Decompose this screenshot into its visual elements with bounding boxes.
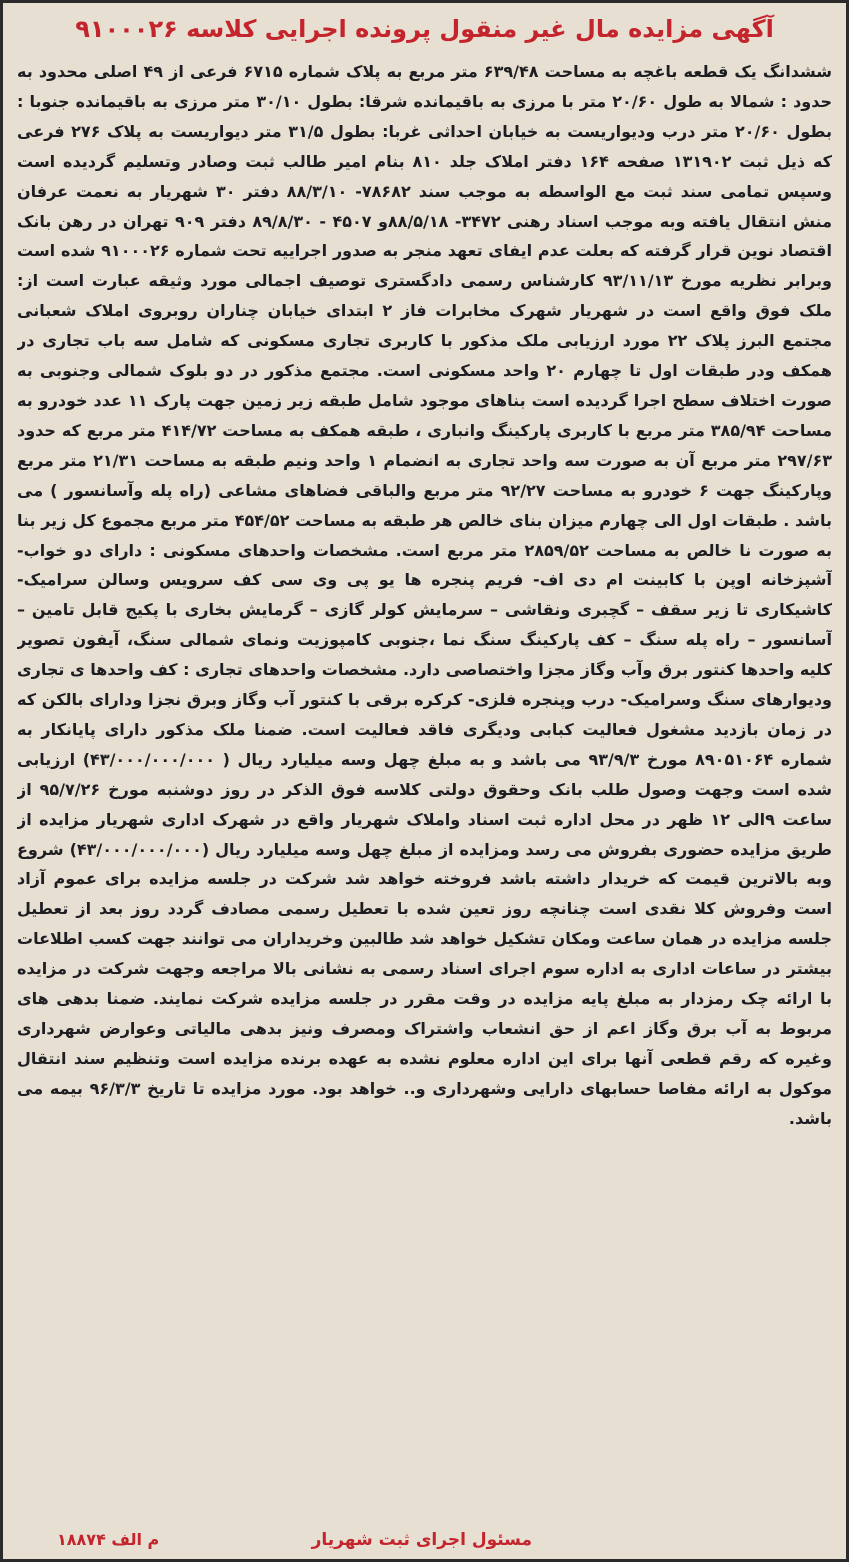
notice-title: آگهی مزایده مال غیر منقول پرونده اجرایی کلاسه ۹۱۰۰۰۲۶ <box>75 15 774 43</box>
notice-body: ششدانگ یک قطعه باغچه به مساحت ۶۳۹/۴۸ متر مربع به پلاک شماره ۶۷۱۵ فرعی از ۴۹ اصلی محدود به حدود : شمالا به طول ۲۰/۶۰ متر با مرزی به باقیمانده شرقا: بطول ۳۰/۱۰ متر مرزی به باقیمانده جنوبا : بطول ۲۰/۶۰ متر درب ودیواریست به خیابان احداثی غربا: بطول ۳۱/۵ متر دیواریست به پلاک ۲۷۶ فرعی که ذیل ثبت ۱۳۱۹۰۲ صفحه ۱۶۴ دفتر املاک جلد ۸۱۰ بنام امیر طالب ثبت وصادر وتسلیم گردیده است وسپس تمامی سند ثبت مع الواسطه به موجب سند ۷۸۶۸۲- ۸۸/۳/۱۰ دفتر ۳۰ شهریار به نعمت عرفان منش انتقال یافته وبه موجب اسناد رهنی ۳۴۷۲- ۸۸/۵/۱۸و ۴۵۰۷ - ۸۹/۸/۳۰ دفتر ۹۰۹ تهران در رهن بانک اقتصاد نوین قرار گرفته که بعلت عدم ایفای تعهد منجر به صدور اجراییه تحت شماره ۹۱۰۰۰۲۶ شده است وبرابر نظریه مورخ ۹۳/۱۱/۱۳ کارشناس رسمی دادگستری توصیف اجمالی مورد وثیقه عبارت است از: ملک فوق واقع است در شهریار شهرک مخابرات فاز ۲ ابتدای خیابان چناران روبروی املاک شعبانی مجتمع البرز پلاک ۲۲ مورد ارزیابی ملک مذکور با کاربری تجاری مسکونی که شامل سه باب تجاری در همکف ودر طبقات اول تا چهارم ۲۰ واحد مسکونی است. مجتمع مذکور در دو بلوک شمالی وجنوبی به صورت اختلاف سطح اجرا گردیده است بناهای موجود شامل طبقه زیر زمین جهت پارک ۱۱ عدد خودرو به مساحت ۳۸۵/۹۴ متر مربع با کاربری پارکینگ وانباری ، طبقه همکف به مساحت ۴۱۴/۷۲ متر مربع که حدود ۲۹۷/۶۳ متر مربع آن به صورت سه واحد تجاری به انضمام ۱ واحد ونیم طبقه به مساحت ۲۱/۳۱ متر مربع وپارکینگ جهت ۶ خودرو به مساحت ۹۲/۲۷ متر مربع والباقی فضاهای مشاعی (راه پله وآسانسور ) می باشد . طبقات اول الی چهارم میزان بنای خالص هر طبقه به مساحت ۴۵۴/۵۲ متر مربع مجموع کل زیر بنا به صورت نا خالص به مساحت ۲۸۵۹/۵۲ متر مربع است. مشخصات واحدهای مسکونی : دارای دو خواب- آشپزخانه اوپن با کابینت ام دی اف- فریم پنجره ها یو پی وی سی کف سرویس وسالن سرامیک- کاشیکاری تا زیر سقف – گچبری ونقاشی – سرمایش کولر گازی – گرمایش بخاری با پکیج قابل تامین – آسانسور – راه پله سنگ – کف پارکینگ سنگ نما ،جنوبی کامپوزیت ونمای شمالی سنگ، آیفون تصویر کلیه واحدها کنتور برق وآب وگاز مجزا واختصاصی دارد. مشخصات واحدهای تجاری : کف واحدها ی تجاری ودیوارهای سنگ وسرامیک- درب وپنجره فلزی- کرکره برقی با کنتور آب وگاز وبرق نجزا ودارای بالکن که در زمان بازدید مشغول فعالیت کبابی ودیگری فاقد فعالیت است. ضمنا ملک مذکور دارای پایانکار به شماره ۸۹۰۵۱۰۶۴ مورخ ۹۳/۹/۳ می باشد و به مبلغ چهل وسه میلیارد ریال ( ۴۳/۰۰۰/۰۰۰/۰۰۰) ارزیابی شده است وجهت وصول طلب بانک وحقوق دولتی کلاسه فوق الذکر در روز دوشنبه مورخ ۹۵/۷/۲۶ از ساعت ۹الی ۱۲ ظهر در محل اداره ثبت اسناد واملاک شهریار واقع در شهرک اداری شهریار مزایده از طریق مزایده حضوری بفروش می رسد ومزایده از مبلغ چهل وسه میلیارد ریال (۴۳/۰۰۰/۰۰۰/۰۰۰) شروع وبه بالاترین قیمت که خریدار داشته باشد فروخته خواهد شد شرکت در جلسه مزایده برای عموم آزاد است وفروش کلا نقدی است چنانچه روز تعین شده با تعطیل رسمی مصادف گردد روز بعد از تعطیل جلسه مزایده در همان ساعت ومکان تشکیل خواهد شد طالبین وخریداران می توانند جهت کسب اطلاعات بیشتر در ساعات اداری به اداره سوم اجرای اسناد رسمی به نشانی بالا مراجعه وجهت شرکت در مزایده با ارائه چک رمزدار به مبلغ پایه مزایده در وقت مقرر در جلسه مزایده شرکت نمایند. ضمنا بدهی های مربوط به آب برق وگاز اعم از حق انشعاب واشتراک ومصرف ونیز بدهی مالیاتی وعوارض شهرداری وغیره که رقم قطعی آنها برای این اداره معلوم نشده به عهده برنده مزایده است وتنظیم سند انتقال موکول به ارائه مفاصا حسابهای دارایی وشهرداری و.. خواهد بود. مورد مزایده تا تاریخ ۹۶/۳/۳ بیمه می باشد. <box>17 62 832 1128</box>
notice-footer <box>17 1523 832 1557</box>
signature-line: مسئول اجرای ثبت شهریار <box>311 1530 532 1550</box>
reference-code: م الف ۱۸۸۷۴ <box>57 1530 160 1549</box>
